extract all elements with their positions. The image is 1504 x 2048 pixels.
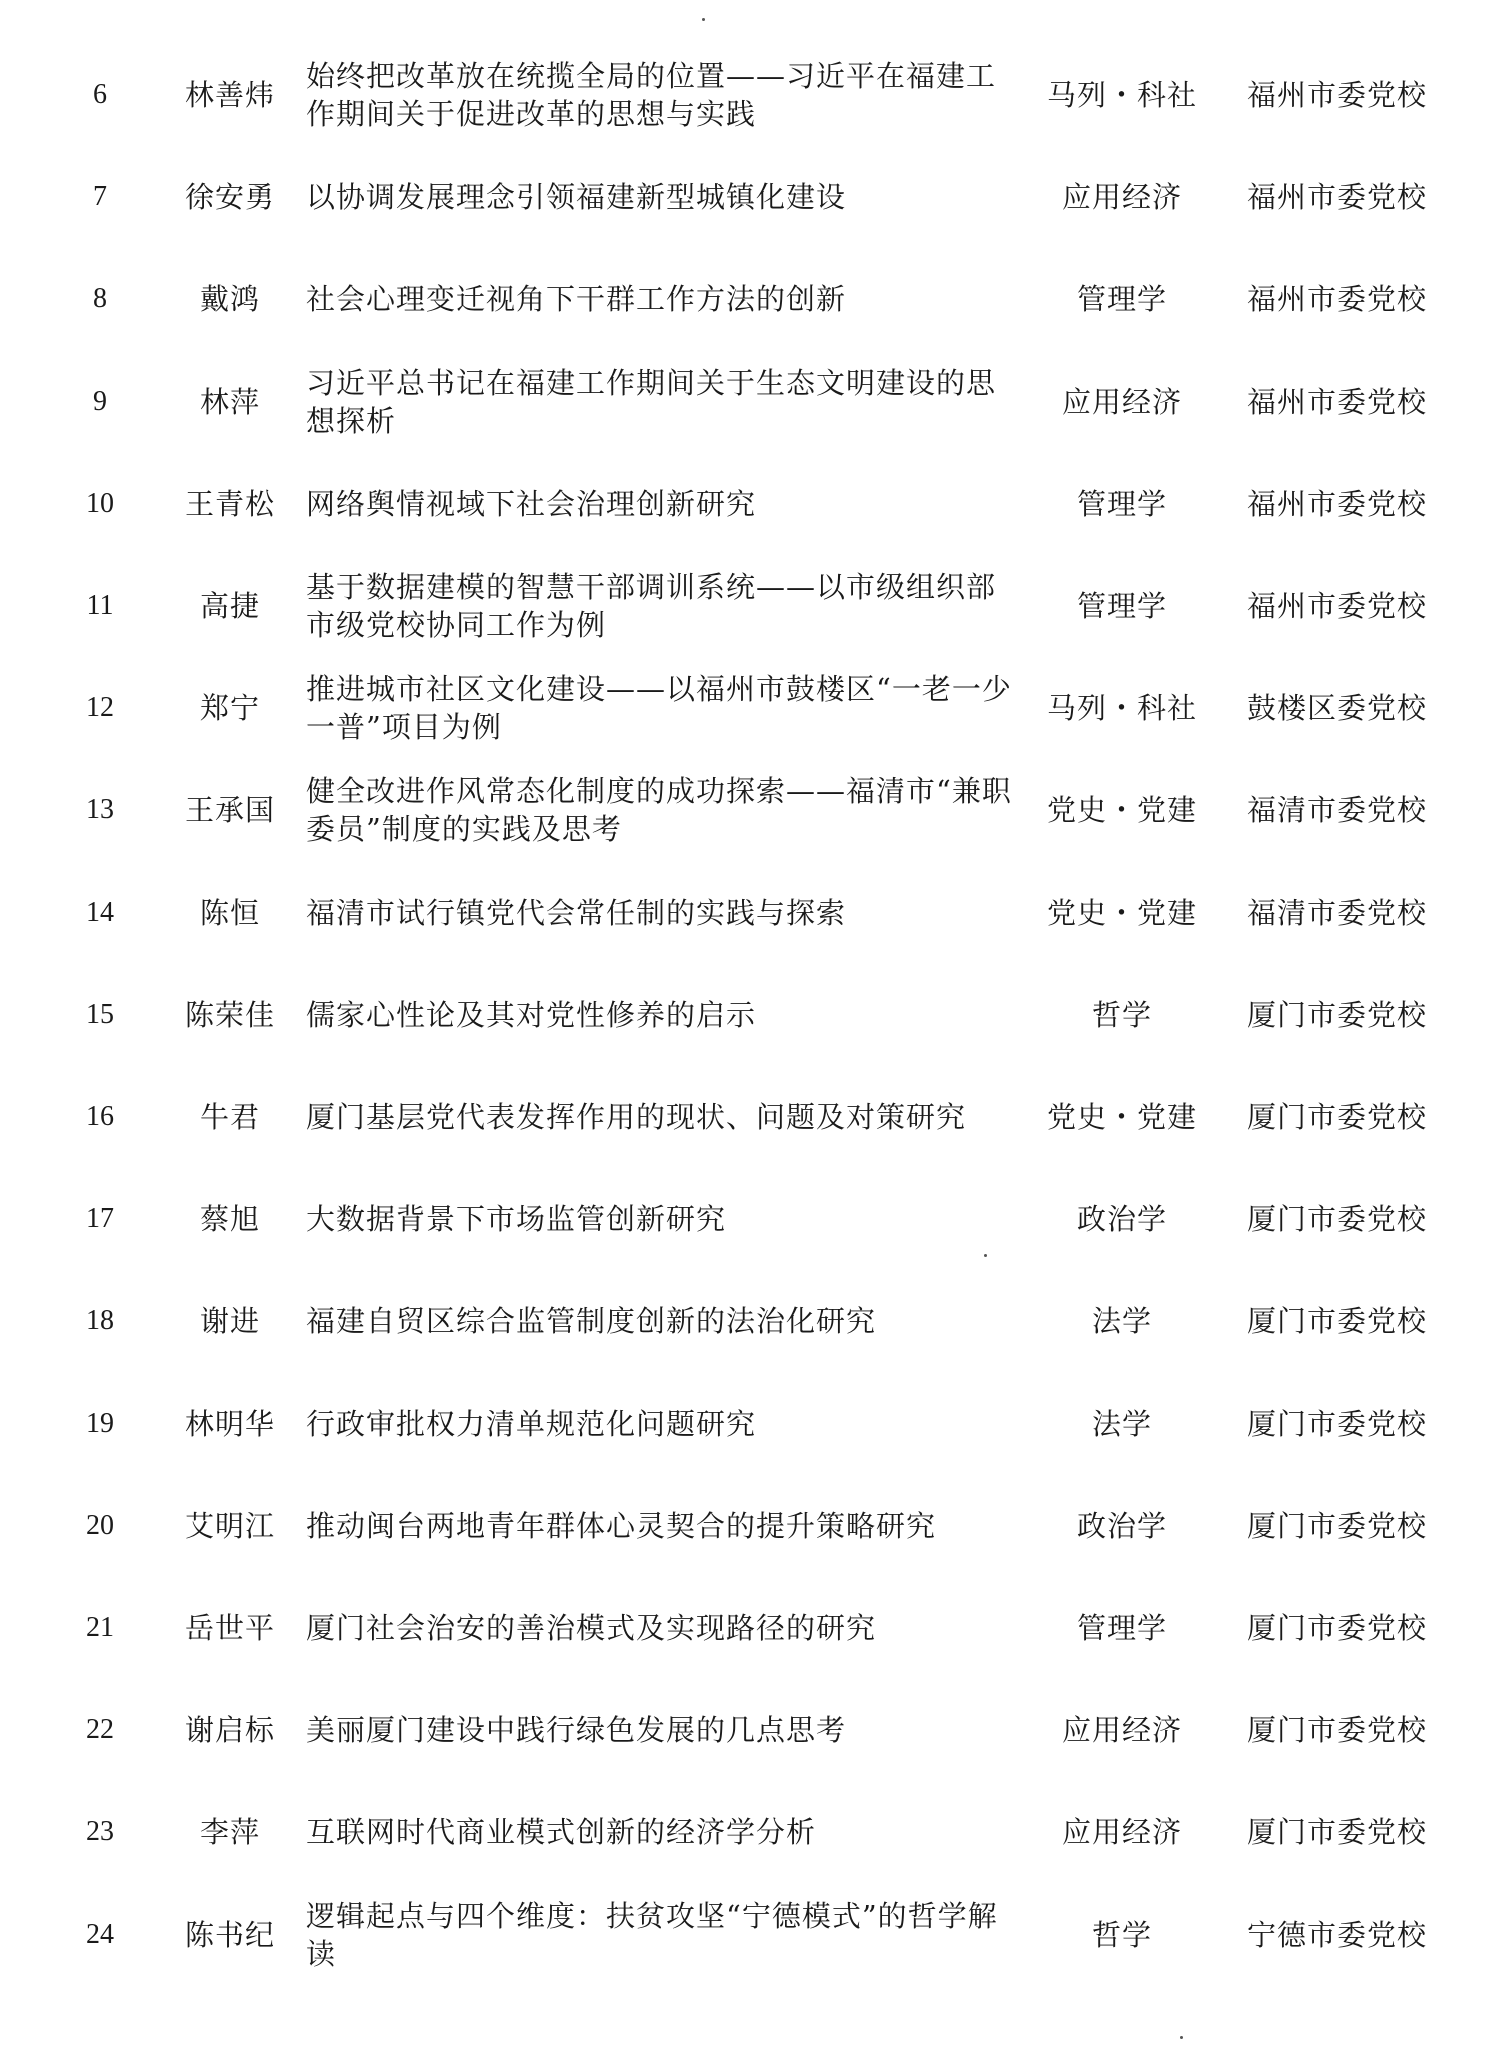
- row-number: 21: [86, 1612, 114, 1643]
- table-row: [0, 1475, 1504, 1577]
- table-row: [0, 1066, 1504, 1168]
- affiliation-unit: 厦门市委党校: [1246, 1611, 1427, 1645]
- paper-title: 厦门基层党代表发挥作用的现状、问题及对策研究: [306, 1100, 967, 1134]
- subject-category: 法学: [1091, 1304, 1152, 1339]
- paper-title: 社会心理变迁视角下干群工作方法的创新: [306, 282, 847, 317]
- row-number: 13: [86, 794, 114, 826]
- row-number: 11: [86, 590, 114, 621]
- author-name: 陈书纪: [184, 1917, 275, 1952]
- table-row: [0, 146, 1504, 248]
- affiliation-unit: 厦门市委党校: [1246, 1202, 1427, 1237]
- row-number: 19: [86, 1407, 114, 1439]
- paper-title: 美丽厦门建设中践行绿色发展的几点思考: [306, 1713, 847, 1748]
- scan-speck: [702, 18, 705, 21]
- table-row: [0, 862, 1504, 964]
- subject-category: 马列・科社: [1046, 78, 1197, 112]
- scan-speck: [984, 1254, 987, 1257]
- paper-title: 始终把改革放在统揽全局的位置——习近平在福建工作期间关于促进改革的思想与实践: [306, 59, 997, 131]
- paper-title: 厦门社会治安的善治模式及实现路径的研究: [306, 1611, 877, 1645]
- subject-category: 党史・党建: [1046, 895, 1197, 930]
- author-name: 王青松: [184, 486, 275, 521]
- paper-title: 互联网时代商业模式创新的经济学分析: [306, 1815, 817, 1850]
- paper-title: 推进城市社区文化建设——以福州市鼓楼区“一老一少一普”项目为例: [306, 672, 1012, 745]
- author-name: 王承国: [184, 793, 275, 828]
- paper-title: 网络舆情视域下社会治理创新研究: [306, 486, 757, 521]
- author-name: 郑宁: [199, 691, 260, 726]
- affiliation-unit: 福清市委党校: [1246, 793, 1427, 828]
- table-row: [0, 1373, 1504, 1475]
- subject-category: 应用经济: [1061, 1815, 1182, 1850]
- row-number: 23: [86, 1816, 114, 1848]
- author-name: 谢启标: [184, 1713, 275, 1748]
- author-name: 林萍: [199, 384, 260, 419]
- author-name: 谢进: [199, 1304, 260, 1339]
- affiliation-unit: 厦门市委党校: [1246, 1100, 1427, 1134]
- scan-speck: [1180, 2036, 1183, 2039]
- affiliation-unit: 宁德市委党校: [1246, 1917, 1427, 1952]
- affiliation-unit: 厦门市委党校: [1246, 1815, 1427, 1850]
- table-row: [0, 248, 1504, 350]
- author-name: 李萍: [199, 1815, 260, 1850]
- row-number: 17: [86, 1203, 114, 1235]
- row-number: 6: [93, 79, 107, 110]
- paper-title: 儒家心性论及其对党性修养的启示: [306, 997, 757, 1032]
- row-number: 7: [93, 181, 107, 213]
- table-row: [0, 759, 1504, 861]
- paper-title: 福建自贸区综合监管制度创新的法治化研究: [306, 1304, 877, 1339]
- affiliation-unit: 厦门市委党校: [1246, 1406, 1427, 1441]
- affiliation-unit: 厦门市委党校: [1246, 1508, 1427, 1543]
- affiliation-unit: 福州市委党校: [1246, 282, 1427, 317]
- affiliation-unit: 厦门市委党校: [1246, 1304, 1427, 1339]
- subject-category: 应用经济: [1061, 1713, 1182, 1748]
- row-number: 14: [86, 896, 114, 928]
- author-name: 戴鸿: [199, 282, 260, 317]
- table-row: [0, 351, 1504, 453]
- affiliation-unit: 福州市委党校: [1246, 78, 1427, 112]
- author-name: 陈恒: [199, 895, 260, 930]
- subject-category: 党史・党建: [1046, 1100, 1197, 1134]
- author-name: 徐安勇: [184, 180, 275, 215]
- table-row: [0, 964, 1504, 1066]
- table-row: [0, 1168, 1504, 1270]
- row-number: 18: [86, 1305, 114, 1337]
- affiliation-unit: 福清市委党校: [1246, 895, 1427, 930]
- paper-title: 推动闽台两地青年群体心灵契合的提升策略研究: [306, 1508, 937, 1543]
- author-name: 林明华: [184, 1406, 275, 1441]
- paper-title: 以协调发展理念引领福建新型城镇化建设: [306, 180, 847, 215]
- row-number: 22: [86, 1714, 114, 1746]
- author-name: 艾明江: [184, 1508, 275, 1543]
- author-name: 岳世平: [184, 1611, 275, 1645]
- paper-title: 逻辑起点与四个维度：扶贫攻坚“宁德模式”的哲学解读: [306, 1898, 998, 1971]
- author-name: 林善炜: [184, 78, 275, 112]
- table-row: [0, 44, 1504, 146]
- table-row: [0, 1577, 1504, 1679]
- paper-title: 行政审批权力清单规范化问题研究: [306, 1406, 757, 1441]
- paper-title: 大数据背景下市场监管创新研究: [306, 1202, 727, 1237]
- affiliation-unit: 厦门市委党校: [1246, 1713, 1427, 1748]
- row-number: 24: [86, 1918, 114, 1950]
- subject-category: 党史・党建: [1046, 793, 1197, 828]
- row-number: 16: [86, 1101, 114, 1132]
- table-row: [0, 1884, 1504, 1986]
- row-number: 15: [86, 998, 114, 1030]
- table-row: [0, 1781, 1504, 1883]
- subject-category: 管理学: [1076, 589, 1167, 623]
- author-name: 高捷: [199, 589, 260, 623]
- table-row: [0, 657, 1504, 759]
- subject-category: 政治学: [1076, 1202, 1167, 1237]
- affiliation-unit: 鼓楼区委党校: [1246, 691, 1427, 726]
- subject-category: 应用经济: [1061, 384, 1182, 419]
- table-row: [0, 1679, 1504, 1781]
- subject-category: 马列・科社: [1046, 691, 1197, 726]
- affiliation-unit: 福州市委党校: [1246, 589, 1427, 623]
- paper-title: 健全改进作风常态化制度的成功探索——福清市“兼职委员”制度的实践及思考: [306, 774, 1012, 847]
- subject-category: 法学: [1091, 1406, 1152, 1441]
- table-row: [0, 1270, 1504, 1372]
- paper-title: 基于数据建模的智慧干部调训系统——以市级组织部市级党校协同工作为例: [306, 570, 997, 642]
- paper-title: 福清市试行镇党代会常任制的实践与探索: [306, 895, 847, 930]
- affiliation-unit: 福州市委党校: [1246, 384, 1427, 419]
- author-name: 牛君: [199, 1100, 260, 1134]
- row-number: 10: [86, 487, 114, 519]
- subject-category: 哲学: [1091, 1917, 1152, 1952]
- author-name: 陈荣佳: [184, 997, 275, 1032]
- affiliation-unit: 福州市委党校: [1246, 486, 1427, 521]
- subject-category: 管理学: [1076, 1611, 1167, 1645]
- row-number: 12: [86, 692, 114, 724]
- author-name: 蔡旭: [199, 1202, 260, 1237]
- paper-title: 习近平总书记在福建工作期间关于生态文明建设的思想探析: [306, 365, 997, 438]
- row-number: 8: [93, 283, 107, 315]
- table-row: [0, 555, 1504, 657]
- subject-category: 政治学: [1076, 1508, 1167, 1543]
- subject-category: 管理学: [1076, 282, 1167, 317]
- row-number: 20: [86, 1509, 114, 1541]
- affiliation-unit: 福州市委党校: [1246, 180, 1427, 215]
- affiliation-unit: 厦门市委党校: [1246, 997, 1427, 1032]
- row-number: 9: [93, 385, 107, 417]
- subject-category: 管理学: [1076, 486, 1167, 521]
- subject-category: 哲学: [1091, 997, 1152, 1032]
- subject-category: 应用经济: [1061, 180, 1182, 215]
- table-row: [0, 453, 1504, 555]
